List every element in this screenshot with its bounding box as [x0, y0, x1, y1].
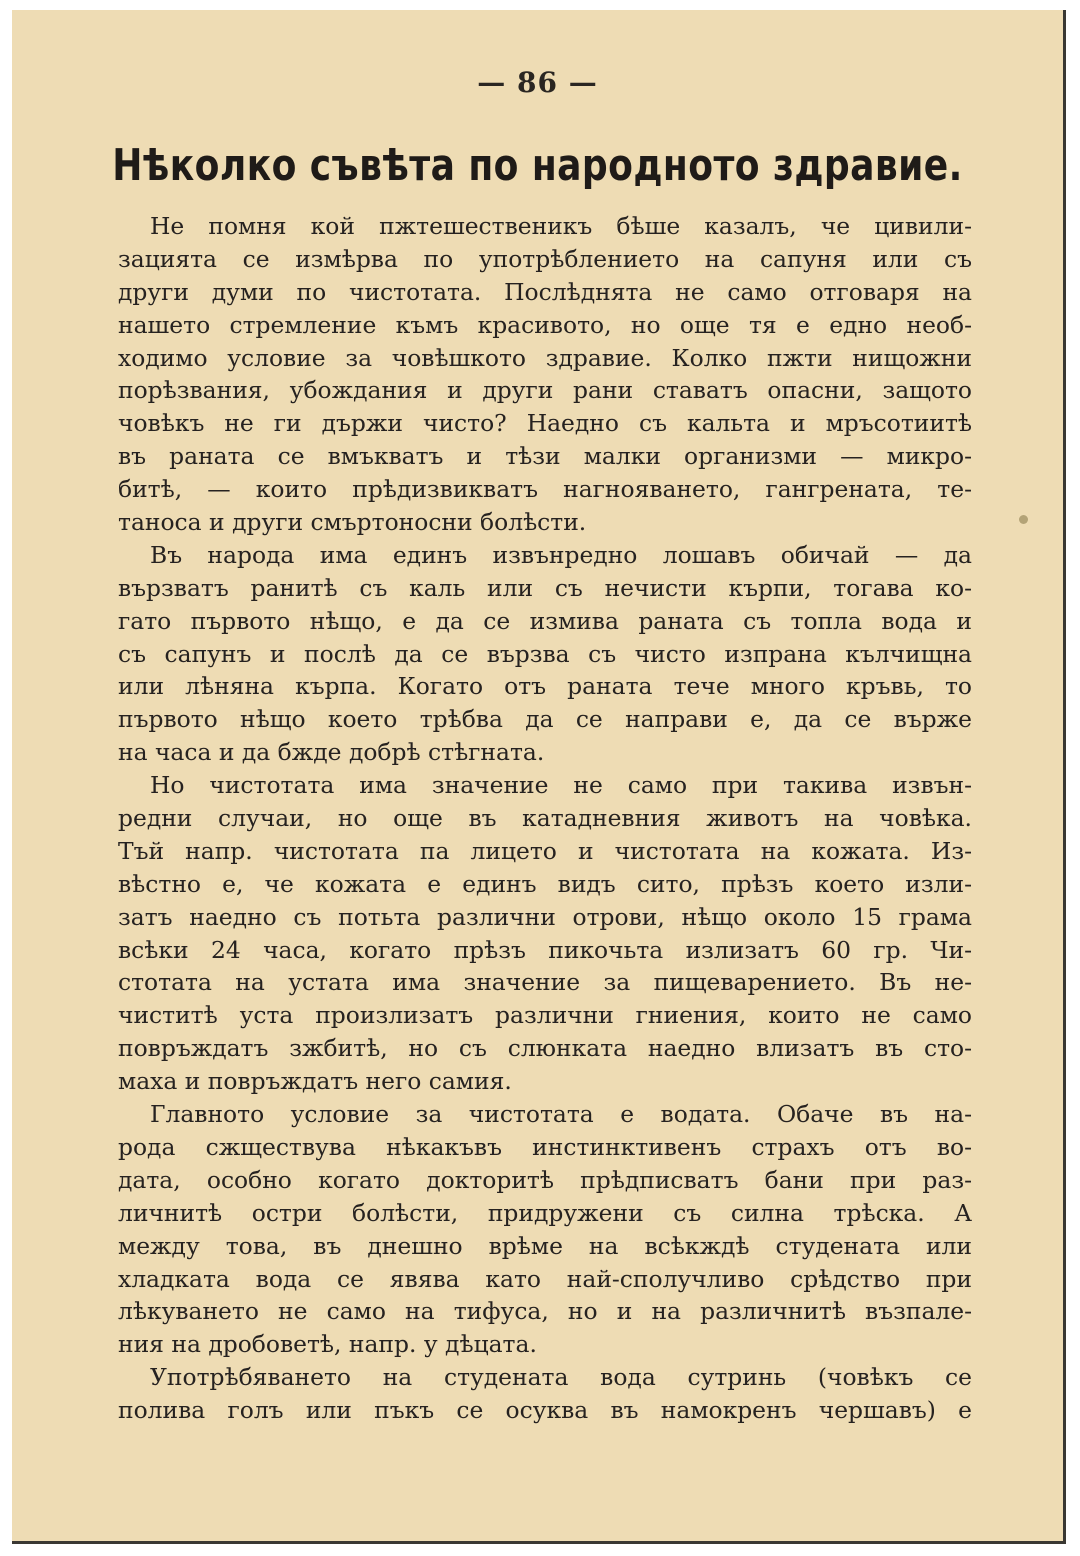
- text-line: на часа и да бжде добрѣ стѣгната.: [118, 738, 545, 767]
- text-line: нашето стремление къмъ красивото, но още тя е едно необ-: [118, 310, 972, 339]
- text-line: чиститѣ уста произлизатъ различни гниения, които не само: [118, 1001, 972, 1030]
- text-line: други думи по чистотата. Послѣднята не само отговаря на: [118, 277, 972, 306]
- text-line: ходимо условие за човѣшкото здравие. Колко пжти нищожни: [118, 343, 972, 372]
- text-line: Но чистотата има значение не само при такива извън-: [150, 771, 972, 800]
- ink-spot: [1019, 515, 1028, 524]
- text-line: рода сжществува нѣкакъвъ инстинктивенъ страхъ отъ во-: [118, 1132, 972, 1161]
- text-line: полива голъ или пъкъ се осуква въ намокренъ чершавъ) е: [118, 1396, 972, 1425]
- text-line: въ раната се вмъкватъ и тѣзи малки организми — микро-: [118, 442, 972, 471]
- text-line: таноса и други смъртоносни болѣсти.: [118, 508, 587, 537]
- page-number: — 86 —: [477, 66, 598, 99]
- text-line: редни случаи, но още въ катадневния животъ на човѣка.: [118, 804, 972, 833]
- text-line: повръждатъ зжбитѣ, но съ слюнката наедно влизатъ въ сто-: [118, 1034, 972, 1063]
- text-line: Въ народа има единъ извънредно лошавъ обичай — да: [150, 540, 972, 569]
- text-line: Тъй напр. чистотата па лицето и чистотата на кожата. Из-: [118, 836, 972, 865]
- text-line: всѣки 24 часа, когато прѣзъ пикочьта излизатъ 60 гр. Чи-: [118, 935, 972, 964]
- text-line: лѣкуването не само на тифуса, но и на различнитѣ възпале-: [118, 1297, 972, 1326]
- page-title: Нѣколко съвѣта по народното здравие.: [112, 140, 963, 191]
- text-line: или лѣняна кърпа. Когато отъ раната тече много кръвь, то: [118, 672, 972, 701]
- text-line: първото нѣщо което трѣбва да се направи е, да се върже: [118, 705, 972, 734]
- body-text: [118, 210, 972, 1427]
- text-line: Главното условие за чистотата е водата. Обаче въ на-: [150, 1100, 972, 1129]
- text-line: дата, особно когато докторитѣ прѣдписватъ бани при раз-: [118, 1165, 972, 1194]
- text-line: зацията се измѣрва по употрѣблението на сапуня или съ: [118, 244, 972, 273]
- text-line: съ сапунъ и послѣ да се вързва съ чисто изпрана кълчищна: [118, 639, 972, 668]
- text-line: порѣзвания, убождания и други рани ставатъ опасни, защото: [118, 376, 972, 405]
- text-line: стотата на устата има значение за пищеварението. Въ не-: [118, 968, 972, 997]
- text-line: Употрѣбяването на студената вода сутринь (човѣкъ се: [150, 1363, 972, 1392]
- text-line: битѣ, — които прѣдизвикватъ нагнояването, гангрената, те-: [118, 475, 972, 504]
- text-line: човѣкъ не ги държи чисто? Наедно съ кальта и мръсотиитѣ: [118, 409, 972, 438]
- text-line: между това, въ днешно врѣме на всѣкждѣ студената или: [118, 1231, 972, 1260]
- text-line: маха и повръждатъ него самия.: [118, 1067, 512, 1096]
- text-line: хладката вода се явява като най-сполучливо срѣдство при: [118, 1264, 972, 1293]
- text-line: вързватъ ранитѣ съ каль или съ нечисти кърпи, тогава ко-: [118, 573, 972, 602]
- text-line: Не помня кой пжтешественикъ бѣше казалъ, че цивили-: [150, 212, 972, 240]
- text-line: затъ наедно съ потьта различни отрови, нѣщо около 15 грама: [118, 902, 972, 931]
- text-line: ния на дробоветѣ, напр. у дѣцата.: [118, 1330, 537, 1359]
- text-line: вѣстно е, че кожата е единъ видъ сито, прѣзъ което изли-: [118, 869, 972, 898]
- text-line: гато първото нѣщо, е да се измива раната съ топла вода и: [118, 606, 972, 635]
- text-line: личнитѣ остри болѣсти, придружени съ силна трѣска. А: [118, 1198, 972, 1227]
